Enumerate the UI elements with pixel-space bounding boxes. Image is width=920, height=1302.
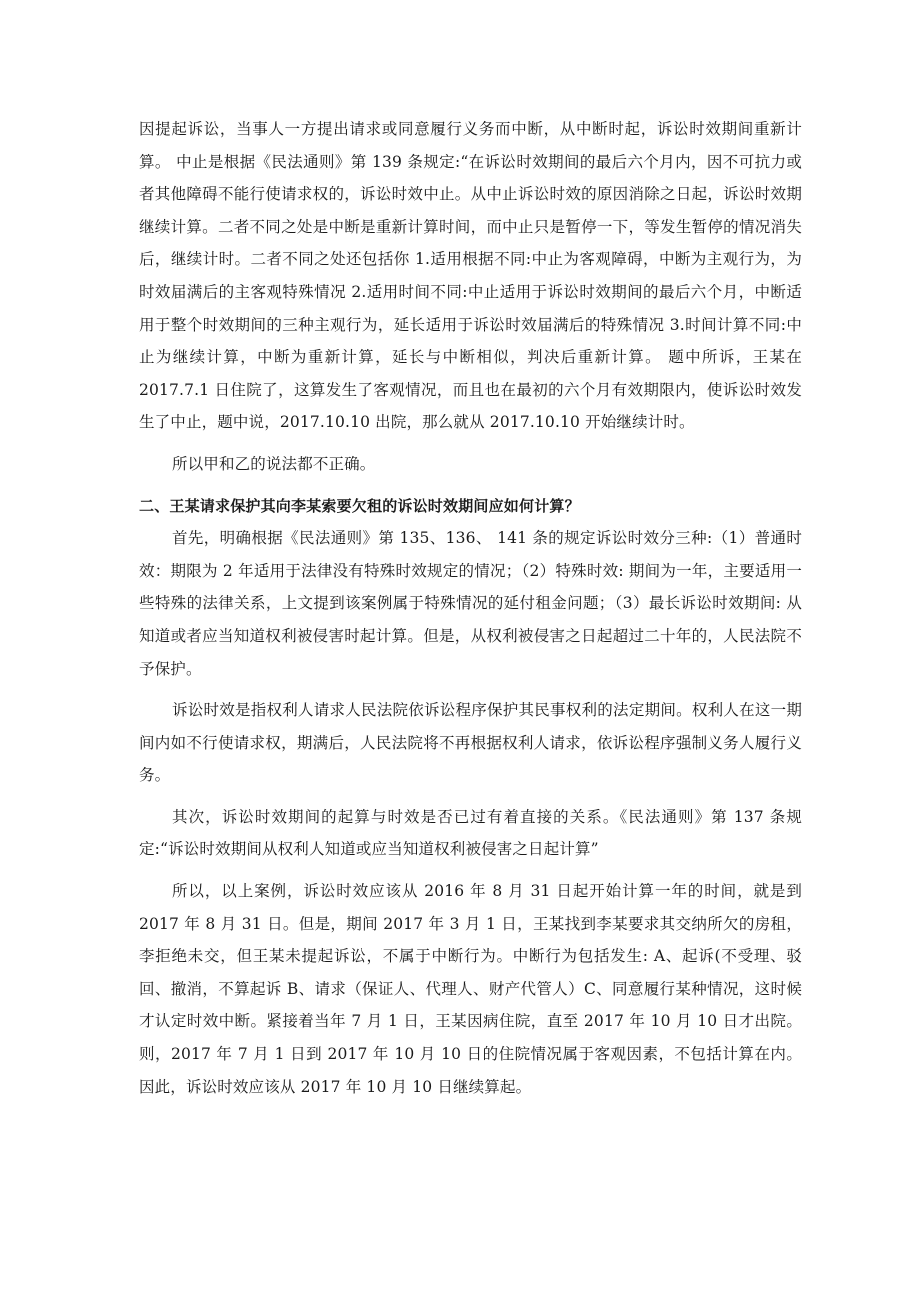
paragraph-conclusion: 所以甲和乙的说法都不正确。 <box>172 454 376 473</box>
paragraph-limitation-definition: 诉讼时效是指权利人请求人民法院依诉讼程序保护其民事权利的法定期间。权利人在这一期间内如不行使请求权，期满后，人民法院将不再根据权利人请求，依诉讼程序强制义务人履行义务。 <box>139 701 802 785</box>
section-heading-two: 二、王某请求保护其向李某索要欠租的诉讼时效期间应如何计算？ <box>139 496 580 515</box>
paragraph-start-of-period: 其次，诉讼时效期间的起算与时效是否已过有着直接的关系。《民法通则》第 137 条规定:“诉讼时效期间从权利人知道或应当知道权利被侵害之日起计算” <box>139 807 802 859</box>
paragraph-limitation-types: 首先，明确根据《民法通则》第 135、136、 141 条的规定诉讼时效分三种:（1）普通时效：期限为 2 年适用于法律没有特殊时效规定的情况；（2）特殊时效: 期间为一年，主要适用一些特殊的法律关系，上文提到该案例属于特殊情况的延付租金问题；（3）最长诉讼时效期间: 从知道或者应当知道权利被侵害时起计算。但是，从权利被侵害之日起超过二十年的，人民法院不予保护。 <box>139 529 802 678</box>
paragraph-case-calculation: 所以，以上案例，诉讼时效应该从 2016 年 8 月 31 日起开始计算一年的时间，就是到 2017 年 8 月 31 日。但是，期间 2017 年 3 月 1 日，王某找到李某要求其交纳所欠的房租，李拒绝未交，但王某未提起诉讼，不属于中断行为。中断行为包括发生: A、起诉(不受理、驳回、撤消，不算起诉 B、请求（保证人、代理人、财产代管人）C、同意履行某种情况，这时候才认定时效中断。紧接着当年 7 月 1 日，王某因病住院，直至 2017 年 10 月 10 日才出院。则，2017 年 7 月 1 日到 2017 年 10 月 10 日的住院情况属于客观因素，不包括计算在内。因此，诉讼时效应该从 2017 年 10 月 10 日继续算起。 <box>139 882 802 1096</box>
document-body <box>139 113 802 1103</box>
paragraph-interruption-vs-suspension: 因提起诉讼，当事人一方提出请求或同意履行义务而中断，从中断时起，诉讼时效期间重新计算。 中止是根据《民法通则》第 139 条规定:“在诉讼时效期间的最后六个月内，因不可抗力或者其他障碍不能行使请求权的，诉讼时效中止。从中止诉讼时效的原因消除之日起，诉讼时效期继续计算。二者不同之处是中断是重新计算时间，而中止只是暂停一下，等发生暂停的情况消失后，继续计时。二者不同之处还包括你 1.适用根据不同:中止为客观障碍，中断为主观行为，为时效届满后的主客观特殊情况 2.适用时间不同:中止适用于诉讼时效期间的最后六个月，中断适用于整个时效期间的三种主观行为，延长适用于诉讼时效届满后的特殊情况 3.时间计算不同:中止为继续计算，中断为重新计算，延长与中断相似，判决后重新计算。 题中所诉，王某在 2017.7.1 日住院了，这算发生了客观情况，而且也在最初的六个月有效期限内，使诉讼时效发生了中止，题中说，2017.10.10 出院，那么就从 2017.10.10 开始继续计时。 <box>139 120 802 432</box>
